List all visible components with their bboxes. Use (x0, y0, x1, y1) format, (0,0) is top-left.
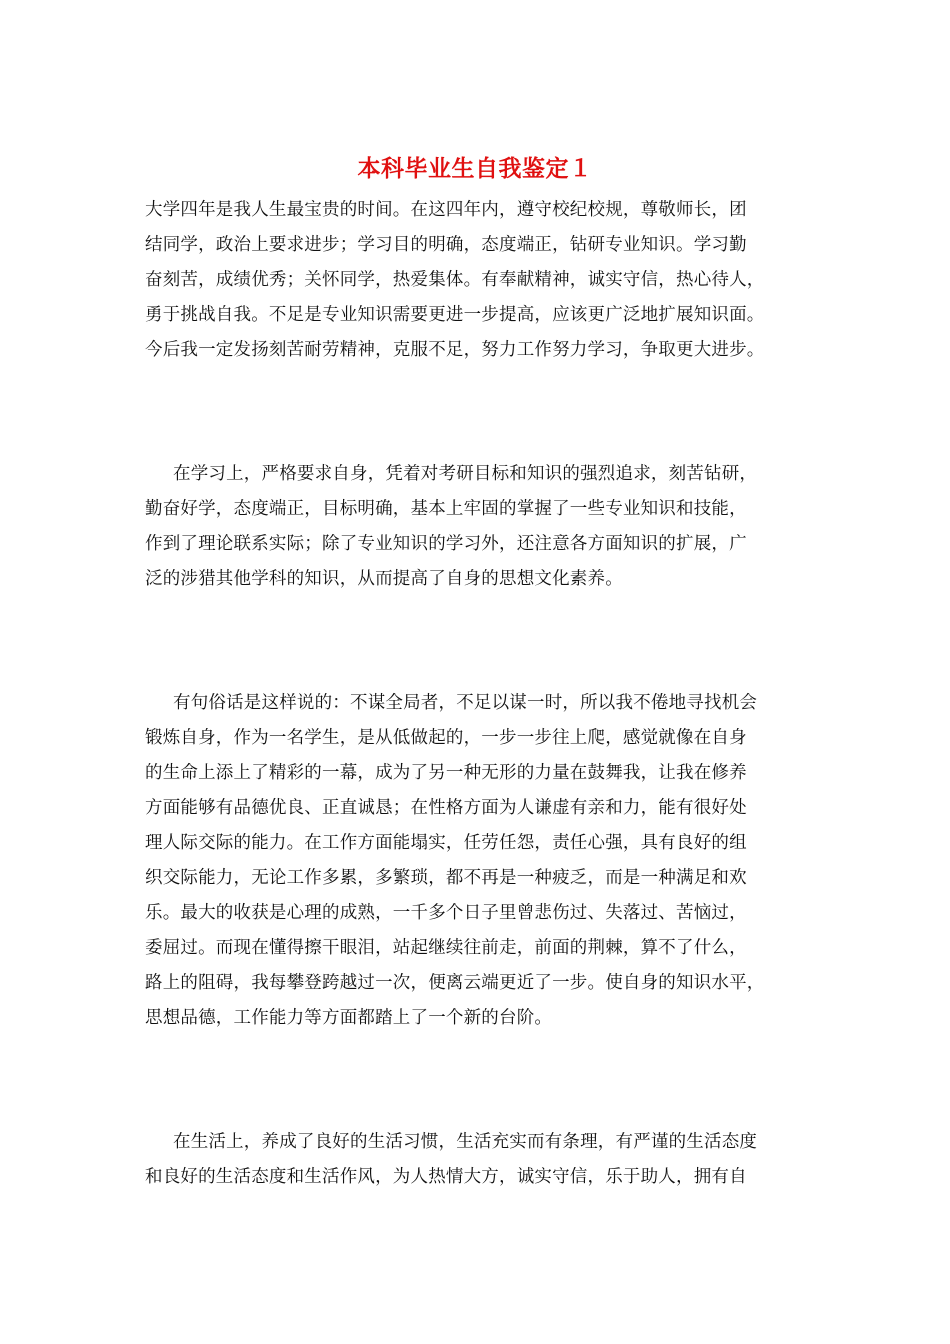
paragraph-line: 泛的涉猎其他学科的知识，从而提高了自身的思想文化素养。 (145, 569, 623, 589)
paragraph-line: 乐。最大的收获是心理的成熟，一千多个日子里曾悲伤过、失落过、苦恼过， (145, 903, 747, 923)
paragraph-line: 路上的阻碍，我每攀登跨越过一次，便离云端更近了一步。使自身的知识水平， (145, 973, 765, 993)
paragraph-2 (145, 457, 807, 597)
paragraph-spacer (145, 1036, 807, 1125)
document-title: 本科毕业生自我鉴定１ (357, 155, 593, 182)
paragraph-line: 勇于挑战自我。不足是专业知识需要更进一步提高，应该更广泛地扩展知识面。 (145, 305, 765, 325)
paragraph-line: 作到了理论联系实际；除了专业知识的学习外，还注意各方面知识的扩展，广 (145, 534, 747, 554)
paragraph-line: 方面能够有品德优良、正直诚恳；在性格方面为人谦虚有亲和力，能有很好处 (145, 798, 747, 818)
paragraph-line: 奋刻苦，成绩优秀；关怀同学，热爱集体。有奉献精神，诚实守信，热心待人， (145, 270, 765, 290)
document-body (145, 193, 807, 1195)
paragraph-line: 和良好的生活态度和生活作风，为人热情大方，诚实守信，乐于助人，拥有自 (145, 1167, 747, 1187)
paragraph-line: 有句俗话是这样说的：不谋全局者，不足以谋一时，所以我不倦地寻找机会 (173, 693, 758, 713)
paragraph-line: 思想品德，工作能力等方面都踏上了一个新的台阶。 (145, 1008, 553, 1028)
paragraph-line: 结同学，政治上要求进步；学习目的明确，态度端正，钻研专业知识。学习勤 (145, 235, 747, 255)
paragraph-line: 委屈过。而现在懂得擦干眼泪，站起继续往前走，前面的荆棘，算不了什么， (145, 938, 747, 958)
paragraph-spacer (145, 597, 807, 686)
paragraph-3 (145, 686, 807, 1036)
paragraph-line: 今后我一定发扬刻苦耐劳精神，克服不足，努力工作努力学习，争取更大进步。 (145, 340, 765, 360)
paragraph-line: 理人际交际的能力。在工作方面能塌实，任劳任怨，责任心强，具有良好的组 (145, 833, 747, 853)
paragraph-line: 大学四年是我人生最宝贵的时间。在这四年内，遵守校纪校规，尊敬师长，团 (145, 200, 747, 220)
paragraph-line: 在生活上，养成了良好的生活习惯，生活充实而有条理，有严谨的生活态度 (173, 1132, 758, 1152)
paragraph-line: 勤奋好学，态度端正，目标明确，基本上牢固的掌握了一些专业知识和技能， (145, 499, 747, 519)
paragraph-line: 锻炼自身，作为一名学生，是从低做起的，一步一步往上爬，感觉就像在自身 (145, 728, 747, 748)
paragraph-4 (145, 1125, 807, 1195)
paragraph-line: 的生命上添上了精彩的一幕，成为了另一种无形的力量在鼓舞我，让我在修养 (145, 763, 747, 783)
paragraph-spacer (145, 368, 807, 457)
paragraph-line: 在学习上，严格要求自身，凭着对考研目标和知识的强烈追求，刻苦钻研， (173, 464, 758, 484)
paragraph-line: 织交际能力，无论工作多累，多繁琐，都不再是一种疲乏，而是一种满足和欢 (145, 868, 747, 888)
paragraph-1 (145, 193, 807, 368)
